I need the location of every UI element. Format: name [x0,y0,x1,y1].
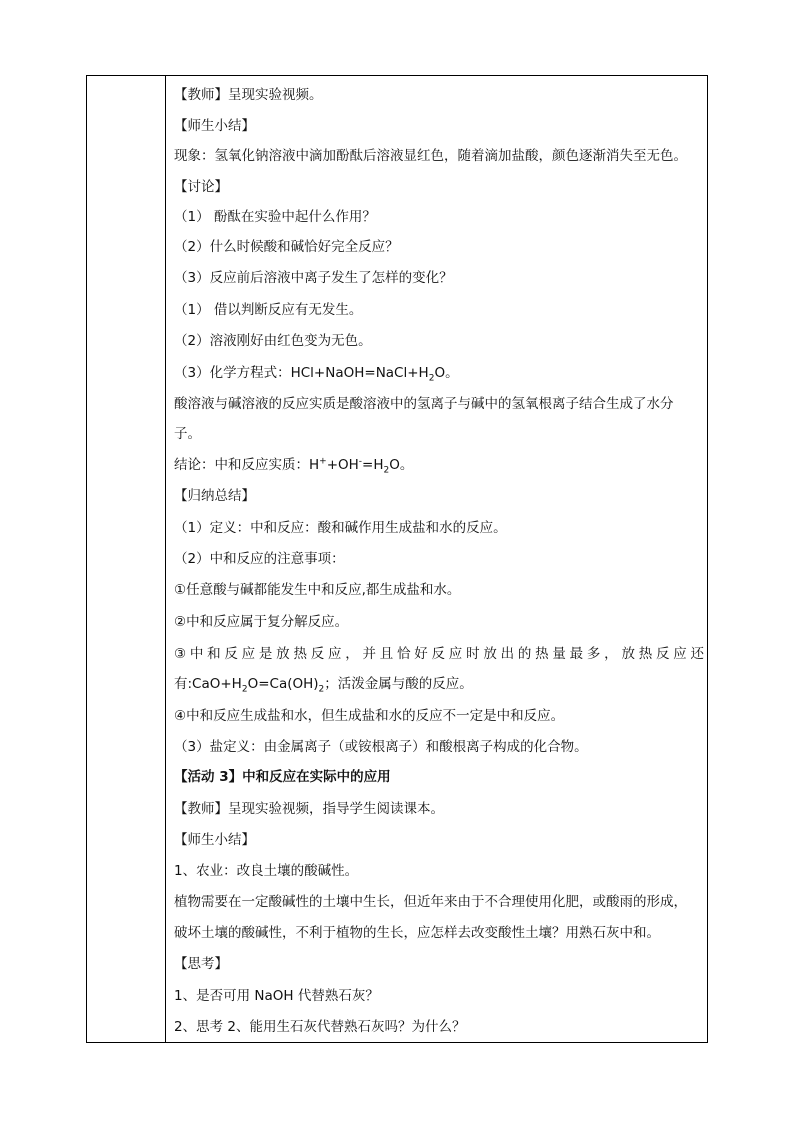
text-line: ①任意酸与碱都能发生中和反应,都生成盐和水。 [174,582,461,598]
text-line: ③中和反应是放热反应，并且恰好反应时放出的热量最多，放热反应还 [174,646,704,662]
text-line: （1）定义：中和反应：酸和碱作用生成盐和水的反应。 [174,520,507,536]
activity-heading: 【活动 3】中和反应在实际中的应用 [174,769,391,785]
text-line: 植物需要在一定酸碱性的土壤中生长，但近年来由于不合理使用化肥，或酸雨的形成， [174,894,687,910]
text-line: 破坏土壤的酸碱性，不利于植物的生长，应怎样去改变酸性土壤？用熟石灰中和。 [174,925,660,941]
text-line: 1、是否可用 NaOH 代替熟石灰？ [174,988,379,1004]
text-line: （2）中和反应的注意事项： [174,551,345,567]
text-line: （1） 借以判断反应有无发生。 [174,302,363,318]
text-line: ②中和反应属于复分解反应。 [174,614,349,630]
text-line: （3）反应前后溶液中离子发生了怎样的变化？ [174,270,453,286]
section-heading: 【思考】 [174,956,228,972]
text-line: 【教师】呈现实验视频，指导学生阅读课本。 [174,801,444,817]
section-heading: 【师生小结】 [174,118,255,134]
text-line: 2、思考 2、能用生石灰代替熟石灰吗？为什么？ [174,1019,466,1035]
text-line: （1） 酚酞在实验中起什么作用？ [174,209,376,225]
section-heading: 【归纳总结】 [174,488,255,504]
text-line: 子。 [174,426,201,442]
conclusion-line: 结论：中和反应实质：$H^++OH^-=H_2O$。 [174,456,414,476]
text-line: 1、农业：改良土壤的酸碱性。 [174,863,359,879]
text-line: 酸溶液与碱溶液的反应实质是酸溶液中的氢离子与碱中的氢氧根离子结合生成了水分 [174,396,674,412]
text-line: （2）溶液刚好由红色变为无色。 [174,333,372,349]
section-heading: 【讨论】 [174,179,228,195]
column-divider [165,75,166,1043]
text-line: ④中和反应生成盐和水，但生成盐和水的反应不一定是中和反应。 [174,708,565,724]
text-line: 现象：氢氧化钠溶液中滴加酚酞后溶液显红色，随着滴加盐酸，颜色逐渐消失至无色。 [174,148,687,164]
equation-line: 有$:CaO+H_2O=Ca(OH)_2$；活泼金属与酸的反应。 [174,676,473,695]
section-heading: 【师生小结】 [174,832,255,848]
equation-line: （3）化学方程式：$HCl+NaOH=NaCl+H_2O$。 [174,365,459,384]
text-line: 【教师】呈现实验视频。 [174,87,323,103]
text-line: （3）盐定义：由金属离子（或铵根离子）和酸根离子构成的化合物。 [174,739,588,755]
text-line: （2）什么时候酸和碱恰好完全反应？ [174,239,399,255]
